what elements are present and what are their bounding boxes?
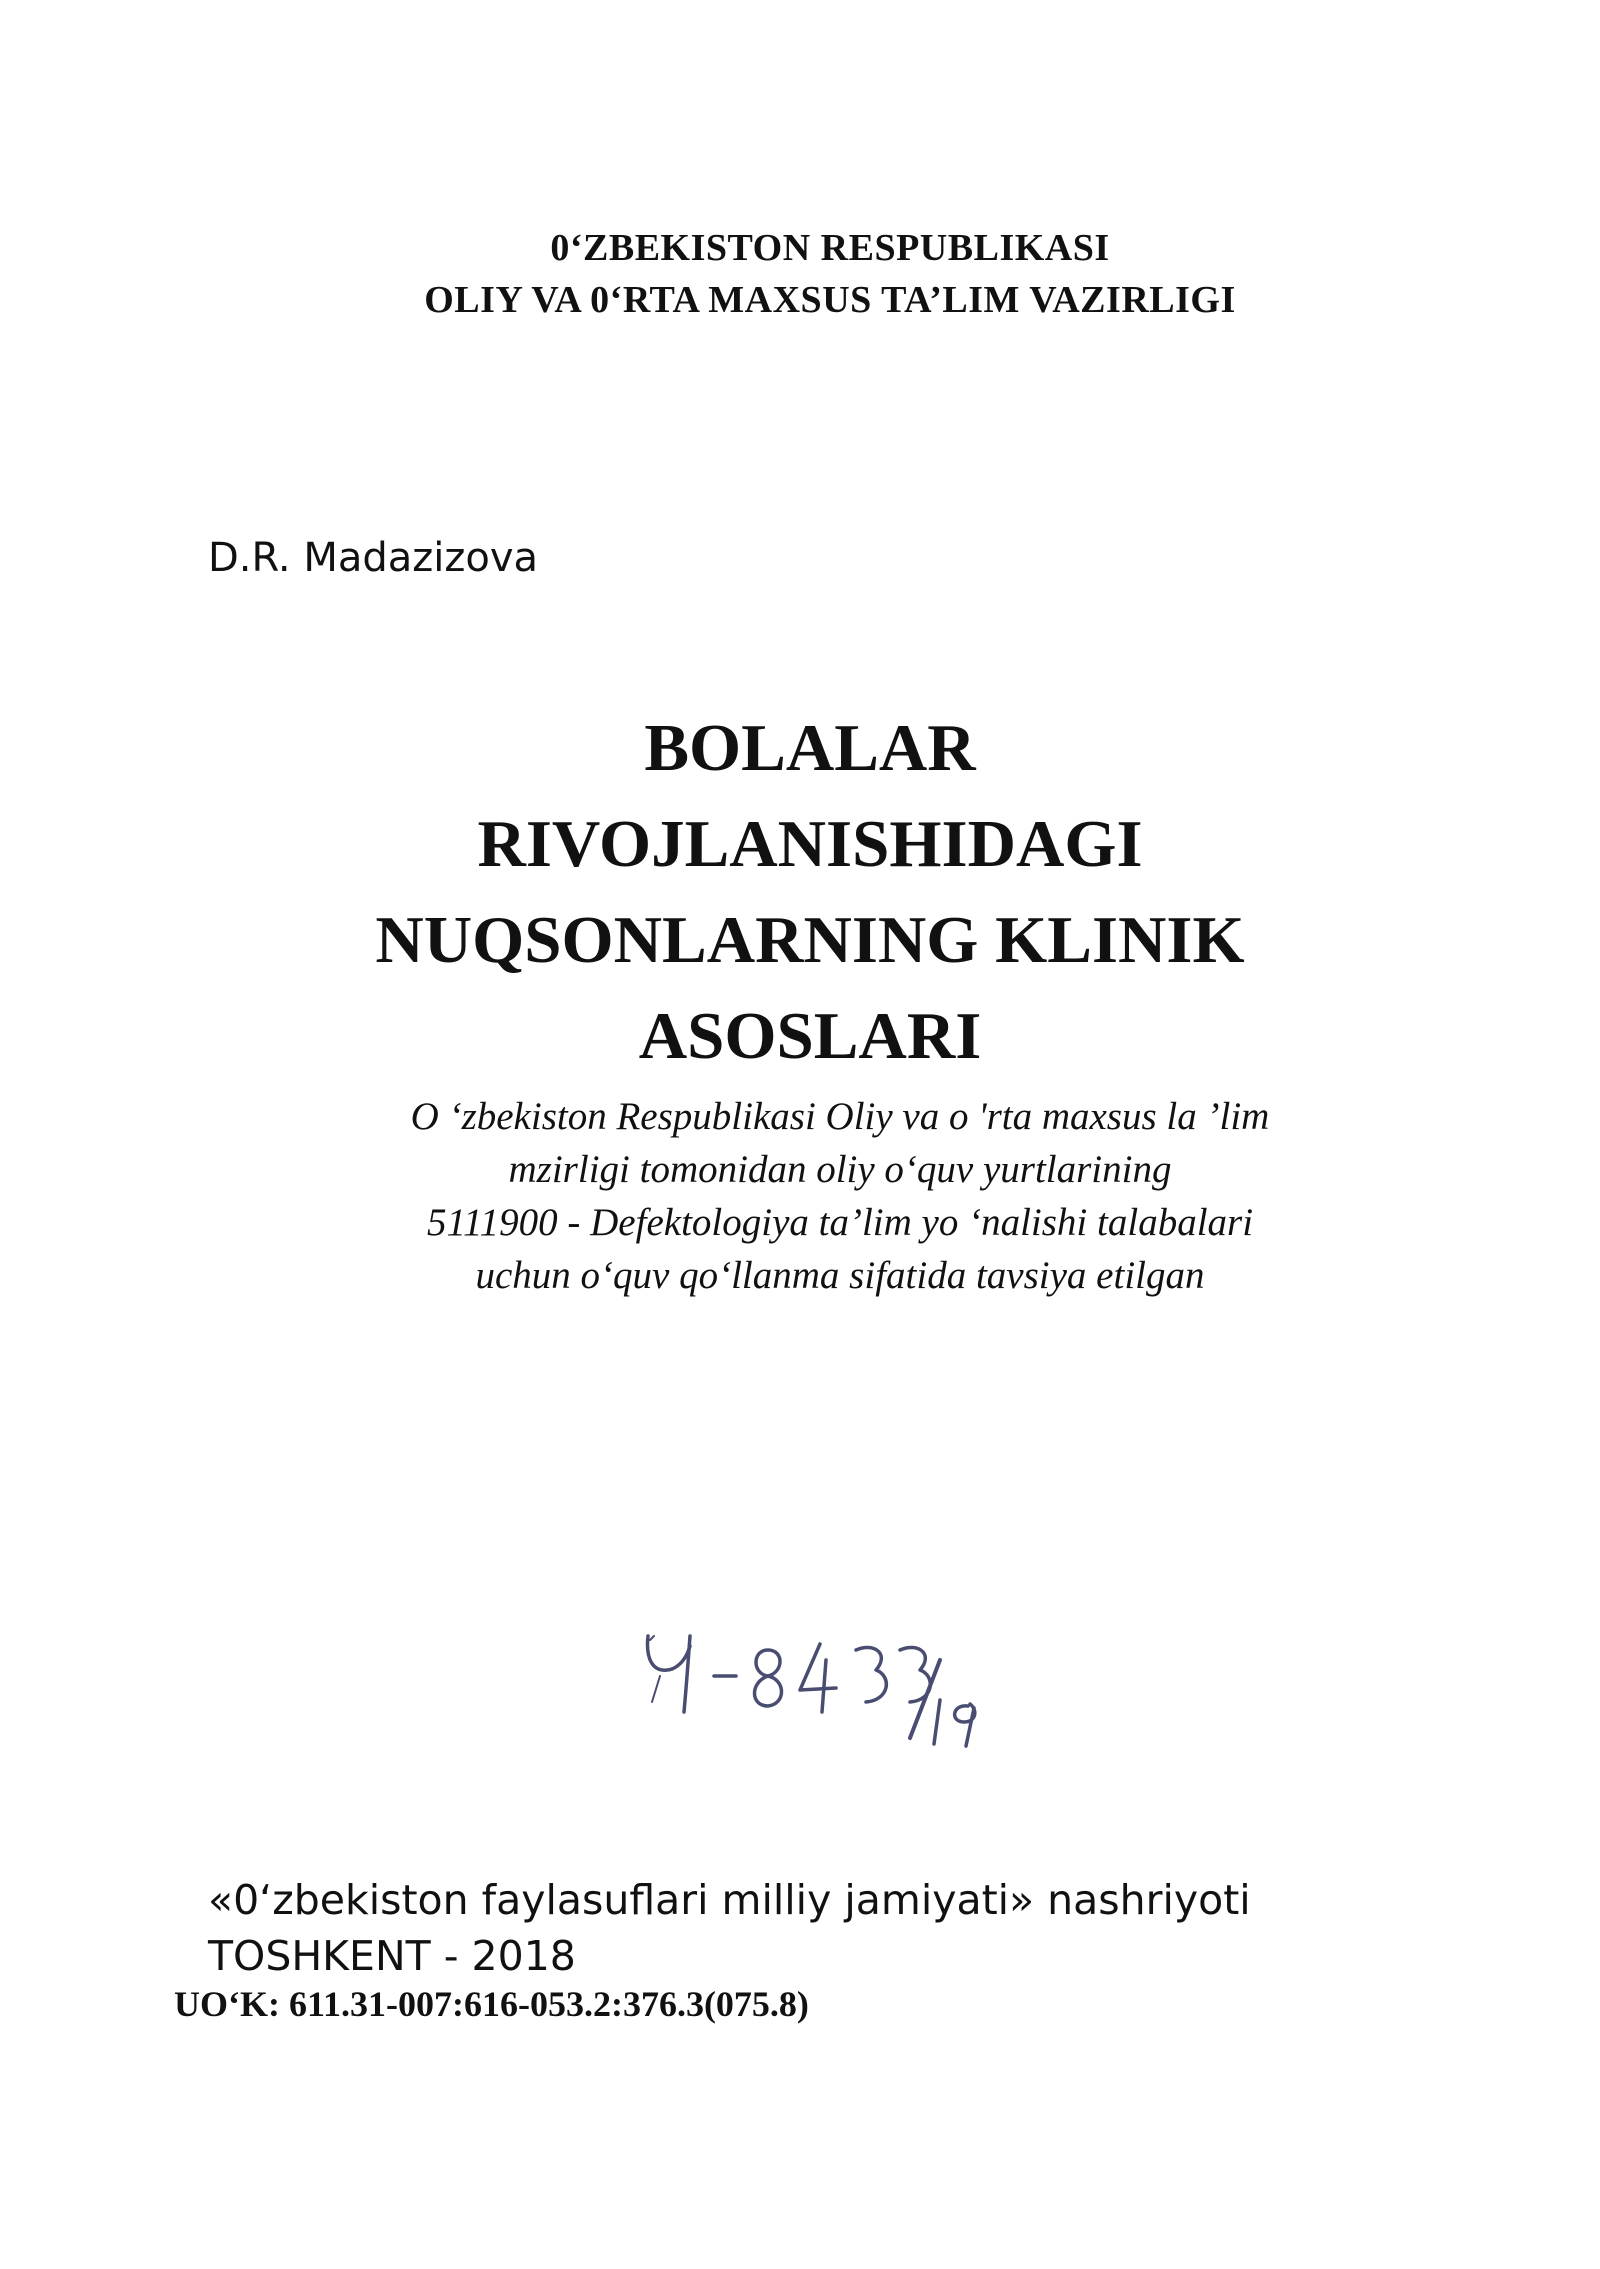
recommendation-line-4: uchun o‘quv qo‘llanma sifatida tavsiya etilgan (475, 1254, 1205, 1297)
recommendation-line-1: O ‘zbekiston Respublikasi Oliy va o 'rta maxsus la ’lim (410, 1095, 1270, 1138)
author-name: D.R. Madazizova (208, 535, 538, 581)
book-title-line-1: BOLALAR (644, 711, 976, 785)
book-title-line-2: RIVOJLANISHIDAGI (477, 807, 1143, 881)
udc-code: UO‘K: 611.31-007:616-053.2:376.3(075.8) (174, 1984, 809, 2024)
book-title (280, 700, 1340, 1084)
book-title-line-4: ASOSLARI (638, 999, 982, 1073)
ministry-header-line-2: OLIY VA 0‘RTA MAXSUS TA’LIM VAZIRLIGI (424, 279, 1236, 321)
ministry-header-line-1: 0‘ZBEKISTON RESPUBLIKASI (550, 227, 1110, 269)
recommendation-note (260, 1090, 1420, 1302)
recommendation-line-2: mzirligi tomonidan oliy o‘quv yurtlarining (508, 1148, 1172, 1191)
publisher-name: «0‘zbekiston faylasuflari milliy jamiyati» nashriyoti (208, 1876, 1251, 1924)
book-title-line-3: NUQSONLARNING KLINIK (375, 903, 1245, 977)
publisher-block (208, 1872, 1251, 1984)
publication-city-year: TOSHKENT - 2018 (208, 1932, 576, 1980)
ministry-header (0, 222, 1600, 326)
recommendation-line-3: 5111900 - Defektologiya ta’lim yo ‘nalishi talabalari (426, 1201, 1254, 1244)
